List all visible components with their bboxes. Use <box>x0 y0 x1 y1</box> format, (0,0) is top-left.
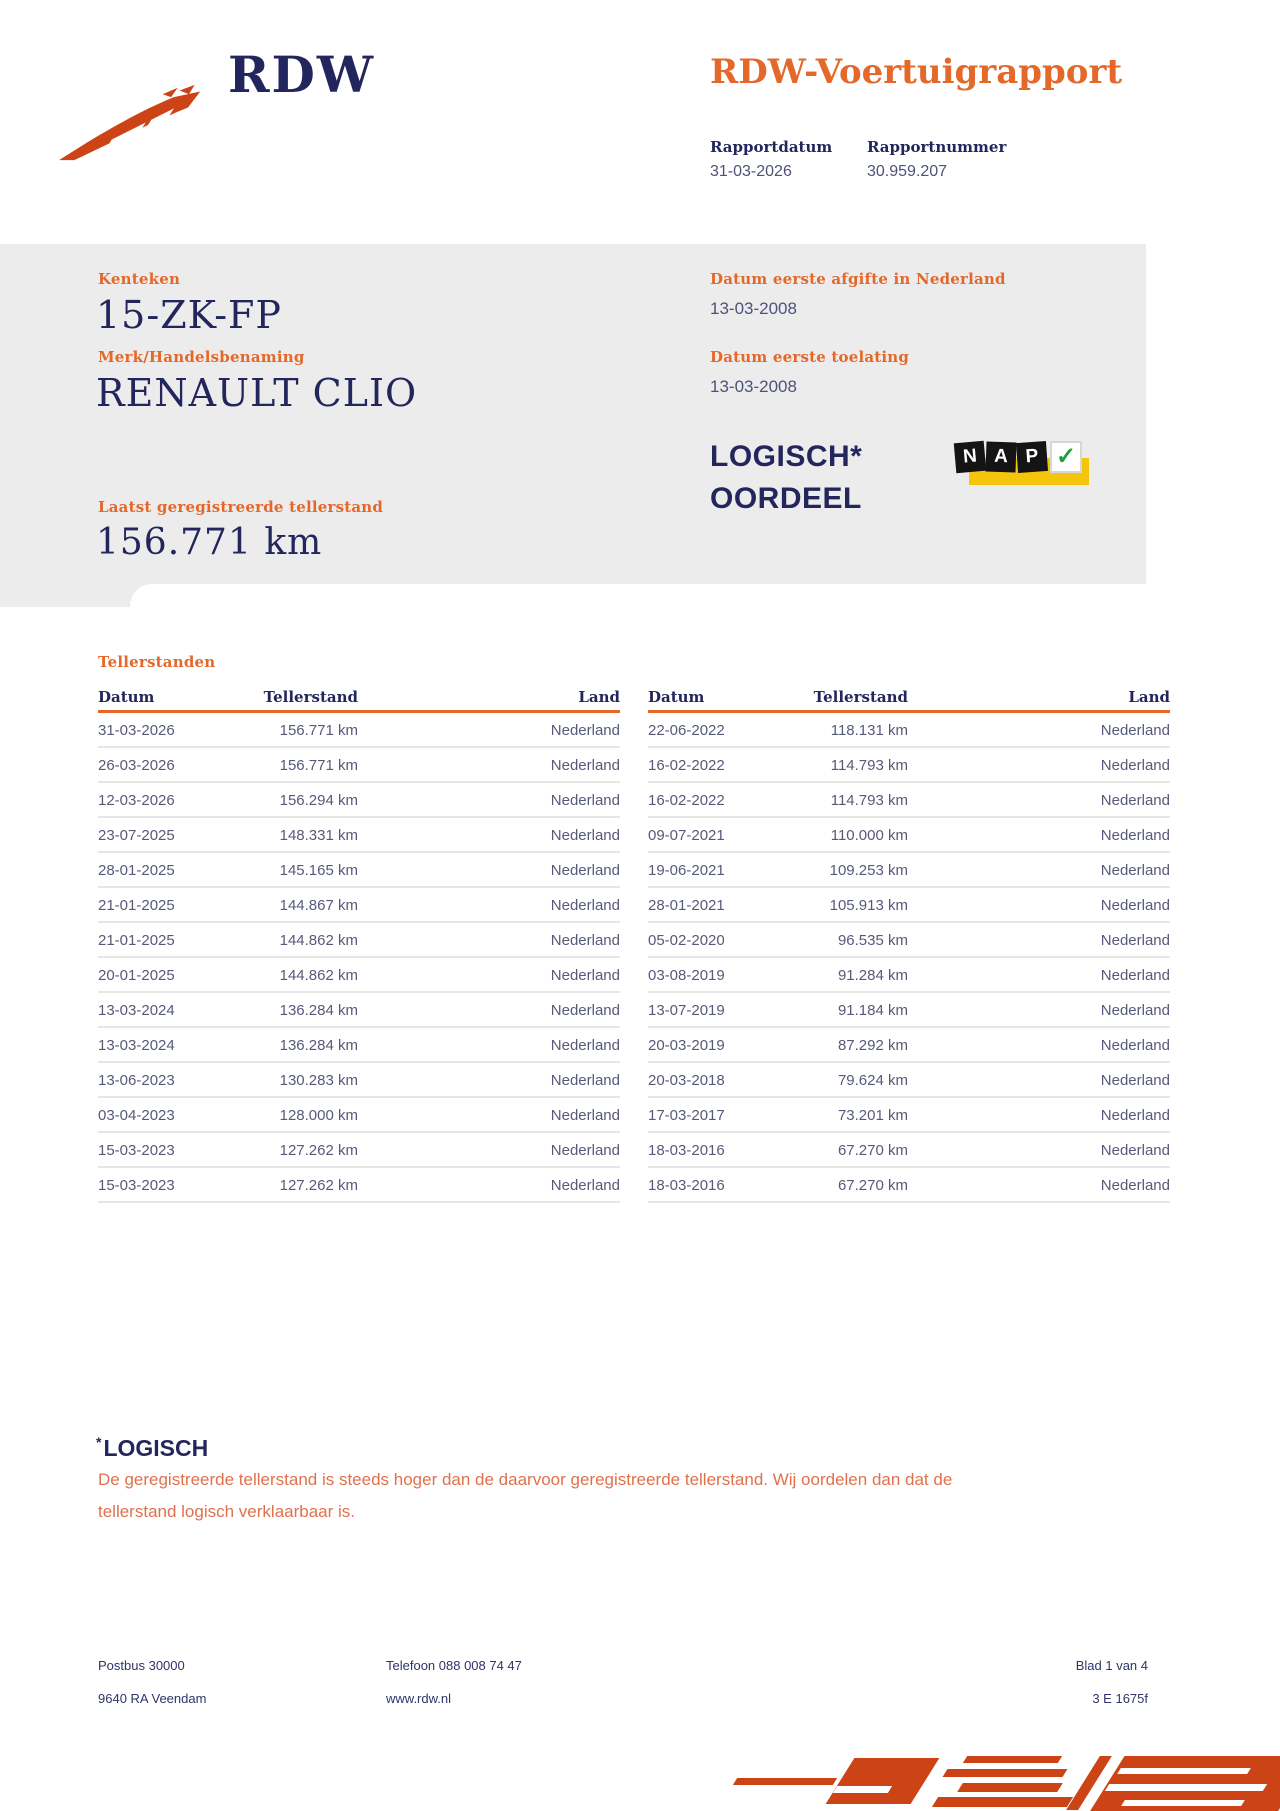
row-country: Nederland <box>550 897 620 914</box>
row-date: 21-01-2025 <box>98 897 175 914</box>
row-mileage: 79.624 km <box>837 1072 908 1089</box>
row-country: Nederland <box>550 722 620 739</box>
footer-phone: Telefoon 088 008 74 47 <box>386 1658 522 1673</box>
table-row <box>98 1028 620 1063</box>
table-row <box>648 783 1170 818</box>
row-mileage: 114.793 km <box>830 757 908 774</box>
row-mileage: 67.270 km <box>837 1142 908 1159</box>
tellerstand-label: Laatst geregistreerde tellerstand <box>98 498 384 516</box>
row-date: 18-03-2016 <box>648 1142 725 1159</box>
footer-page-info <box>1076 1658 1148 1707</box>
report-number-block <box>867 138 1024 181</box>
table-row <box>648 1063 1170 1098</box>
row-date: 13-03-2024 <box>98 1037 175 1054</box>
footer-city: 9640 RA Veendam <box>98 1691 207 1706</box>
table-row <box>98 783 620 818</box>
row-country: Nederland <box>550 1072 620 1089</box>
row-country: Nederland <box>550 1002 620 1019</box>
row-mileage: 87.292 km <box>837 1037 908 1054</box>
report-number-value: 30.959.207 <box>867 163 948 180</box>
row-country: Nederland <box>550 932 620 949</box>
logisch-heading <box>96 1428 208 1462</box>
row-country: Nederland <box>550 792 620 809</box>
row-date: 13-03-2024 <box>98 1002 175 1019</box>
footer-postbus: Postbus 30000 <box>98 1658 185 1673</box>
table-row <box>98 1133 620 1168</box>
row-country: Nederland <box>1100 757 1170 774</box>
row-mileage: 148.331 km <box>279 827 358 844</box>
report-date-block <box>710 138 867 181</box>
row-mileage: 91.284 km <box>837 967 908 984</box>
table-row <box>98 1168 620 1203</box>
table-row <box>98 993 620 1028</box>
row-country: Nederland <box>550 1107 620 1124</box>
row-mileage: 136.284 km <box>279 1002 358 1019</box>
table-row <box>648 923 1170 958</box>
table-row <box>648 748 1170 783</box>
table-row <box>648 1168 1170 1203</box>
row-mileage: 156.771 km <box>279 722 358 739</box>
row-date: 16-02-2022 <box>648 792 725 809</box>
row-country: Nederland <box>1100 827 1170 844</box>
panel-notch <box>130 584 1280 608</box>
row-country: Nederland <box>550 1142 620 1159</box>
row-date: 28-01-2021 <box>648 897 725 914</box>
report-title: RDW-Voertuigrapport <box>710 52 1123 92</box>
afgifte-label: Datum eerste afgifte in Nederland <box>710 270 1006 288</box>
footer-website: www.rdw.nl <box>386 1691 452 1706</box>
nap-check-icon: ✓ <box>1050 441 1082 473</box>
header-datum: Datum <box>98 688 155 706</box>
table-row <box>98 923 620 958</box>
row-country: Nederland <box>550 1177 620 1194</box>
row-mileage: 67.270 km <box>837 1177 908 1194</box>
row-date: 26-03-2026 <box>98 757 175 774</box>
row-mileage: 73.201 km <box>837 1107 908 1124</box>
row-country: Nederland <box>550 862 620 879</box>
oordeel-verdict <box>710 436 862 520</box>
header-datum: Datum <box>648 688 705 706</box>
table-row <box>648 993 1170 1028</box>
row-mileage: 128.000 km <box>279 1107 358 1124</box>
row-mileage: 109.253 km <box>829 862 908 879</box>
report-meta <box>710 138 1024 181</box>
table-row <box>98 958 620 993</box>
header-land: Land <box>1128 688 1170 706</box>
row-date: 03-08-2019 <box>648 967 725 984</box>
row-country: Nederland <box>1100 967 1170 984</box>
table-row <box>648 818 1170 853</box>
table-row <box>648 1098 1170 1133</box>
row-date: 22-06-2022 <box>648 722 725 739</box>
toelating-value: 13-03-2008 <box>710 377 797 396</box>
tellerstand-value: 156.771 km <box>96 522 323 563</box>
row-country: Nederland <box>1100 932 1170 949</box>
row-date: 09-07-2021 <box>648 827 725 844</box>
row-date: 18-03-2016 <box>648 1177 725 1194</box>
row-mileage: 136.284 km <box>279 1037 358 1054</box>
row-mileage: 130.283 km <box>279 1072 358 1089</box>
rdw-wordmark: RDW <box>228 45 376 104</box>
table-row <box>98 818 620 853</box>
row-country: Nederland <box>1100 1142 1170 1159</box>
row-date: 13-06-2023 <box>98 1072 175 1089</box>
row-mileage: 96.535 km <box>837 932 908 949</box>
row-date: 16-02-2022 <box>648 757 725 774</box>
row-country: Nederland <box>1100 897 1170 914</box>
oordeel-line1: LOGISCH* <box>710 440 863 473</box>
row-mileage: 127.262 km <box>279 1142 358 1159</box>
footer-form-code: 3 E 1675f <box>1092 1691 1148 1706</box>
oordeel-line2: OORDEEL <box>710 482 862 515</box>
tellerstanden-section-title: Tellerstanden <box>98 653 216 671</box>
row-date: 03-04-2023 <box>98 1107 175 1124</box>
row-country: Nederland <box>1100 1002 1170 1019</box>
row-date: 20-03-2019 <box>648 1037 725 1054</box>
footer-page-number: Blad 1 van 4 <box>1075 1658 1148 1673</box>
row-mileage: 144.862 km <box>279 967 358 984</box>
row-date: 05-02-2020 <box>648 932 725 949</box>
row-date: 28-01-2025 <box>98 862 175 879</box>
row-date: 17-03-2017 <box>648 1107 725 1124</box>
logisch-explanation: De geregistreerde tellerstand is steeds hoger dan de daarvoor geregistreerde tellerstand. Wij oordelen dan dat de tellerstand logisch verklaarbaar is. <box>98 1470 953 1521</box>
table-row <box>648 1133 1170 1168</box>
row-mileage: 156.294 km <box>279 792 358 809</box>
table-header-row <box>648 686 1170 713</box>
table-row <box>648 888 1170 923</box>
row-country: Nederland <box>1100 722 1170 739</box>
row-mileage: 127.262 km <box>279 1177 358 1194</box>
table-row <box>648 1028 1170 1063</box>
row-country: Nederland <box>1100 792 1170 809</box>
vehicle-summary-panel <box>0 244 1146 607</box>
afgifte-value: 13-03-2008 <box>710 299 797 318</box>
row-date: 13-07-2019 <box>648 1002 725 1019</box>
table-header-row <box>98 686 620 713</box>
header-land: Land <box>578 688 620 706</box>
row-country: Nederland <box>1100 1177 1170 1194</box>
header-tellerstand: Tellerstand <box>813 688 908 706</box>
table-row <box>648 958 1170 993</box>
row-mileage: 144.867 km <box>279 897 358 914</box>
rdw-logo <box>55 45 376 160</box>
toelating-label: Datum eerste toelating <box>710 348 910 366</box>
row-country: Nederland <box>550 967 620 984</box>
row-mileage: 156.771 km <box>279 757 358 774</box>
row-mileage: 110.000 km <box>830 827 908 844</box>
table-row <box>98 1063 620 1098</box>
table-row <box>98 853 620 888</box>
rdw-footer-graphic-icon <box>735 1756 1280 1811</box>
merk-value: RENAULT CLIO <box>96 371 418 415</box>
report-date-value: 31-03-2026 <box>710 163 792 180</box>
row-date: 15-03-2023 <box>98 1142 175 1159</box>
nap-logo <box>955 438 1089 490</box>
row-date: 21-01-2025 <box>98 932 175 949</box>
row-date: 19-06-2021 <box>648 862 725 879</box>
row-date: 15-03-2023 <box>98 1177 175 1194</box>
logisch-heading-text: LOGISCH <box>103 1435 209 1461</box>
row-country: Nederland <box>550 827 620 844</box>
report-date-label: Rapportdatum <box>710 138 833 156</box>
table-row <box>648 713 1170 748</box>
row-date: 31-03-2026 <box>98 722 175 739</box>
nap-letter-a: A <box>985 441 1016 472</box>
nap-letter-n: N <box>954 441 987 474</box>
kenteken-label: Kenteken <box>98 270 181 288</box>
mileage-table-left <box>98 686 620 1203</box>
footer-contact <box>386 1658 522 1707</box>
merk-label: Merk/Handelsbenaming <box>98 348 305 366</box>
row-mileage: 118.131 km <box>830 722 908 739</box>
row-country: Nederland <box>1100 862 1170 879</box>
footer-address <box>98 1658 206 1707</box>
table-row <box>98 1098 620 1133</box>
row-mileage: 105.913 km <box>829 897 908 914</box>
row-mileage: 145.165 km <box>279 862 358 879</box>
nap-letter-p: P <box>1016 441 1048 473</box>
logisch-asterisk: * <box>96 1434 102 1450</box>
row-country: Nederland <box>1100 1072 1170 1089</box>
row-mileage: 114.793 km <box>830 792 908 809</box>
table-row <box>98 748 620 783</box>
table-row <box>648 853 1170 888</box>
row-country: Nederland <box>1100 1107 1170 1124</box>
row-date: 20-01-2025 <box>98 967 175 984</box>
row-date: 12-03-2026 <box>98 792 175 809</box>
row-mileage: 91.184 km <box>837 1002 908 1019</box>
row-country: Nederland <box>550 1037 620 1054</box>
row-country: Nederland <box>550 757 620 774</box>
row-date: 23-07-2025 <box>98 827 175 844</box>
table-row <box>98 713 620 748</box>
report-number-label: Rapportnummer <box>867 138 1007 156</box>
row-date: 20-03-2018 <box>648 1072 725 1089</box>
mileage-table-right <box>648 686 1170 1203</box>
row-mileage: 144.862 km <box>279 932 358 949</box>
row-country: Nederland <box>1100 1037 1170 1054</box>
table-row <box>98 888 620 923</box>
header-tellerstand: Tellerstand <box>263 688 358 706</box>
rdw-logo-swoosh-icon <box>55 83 210 163</box>
kenteken-value: 15-ZK-FP <box>96 293 282 337</box>
